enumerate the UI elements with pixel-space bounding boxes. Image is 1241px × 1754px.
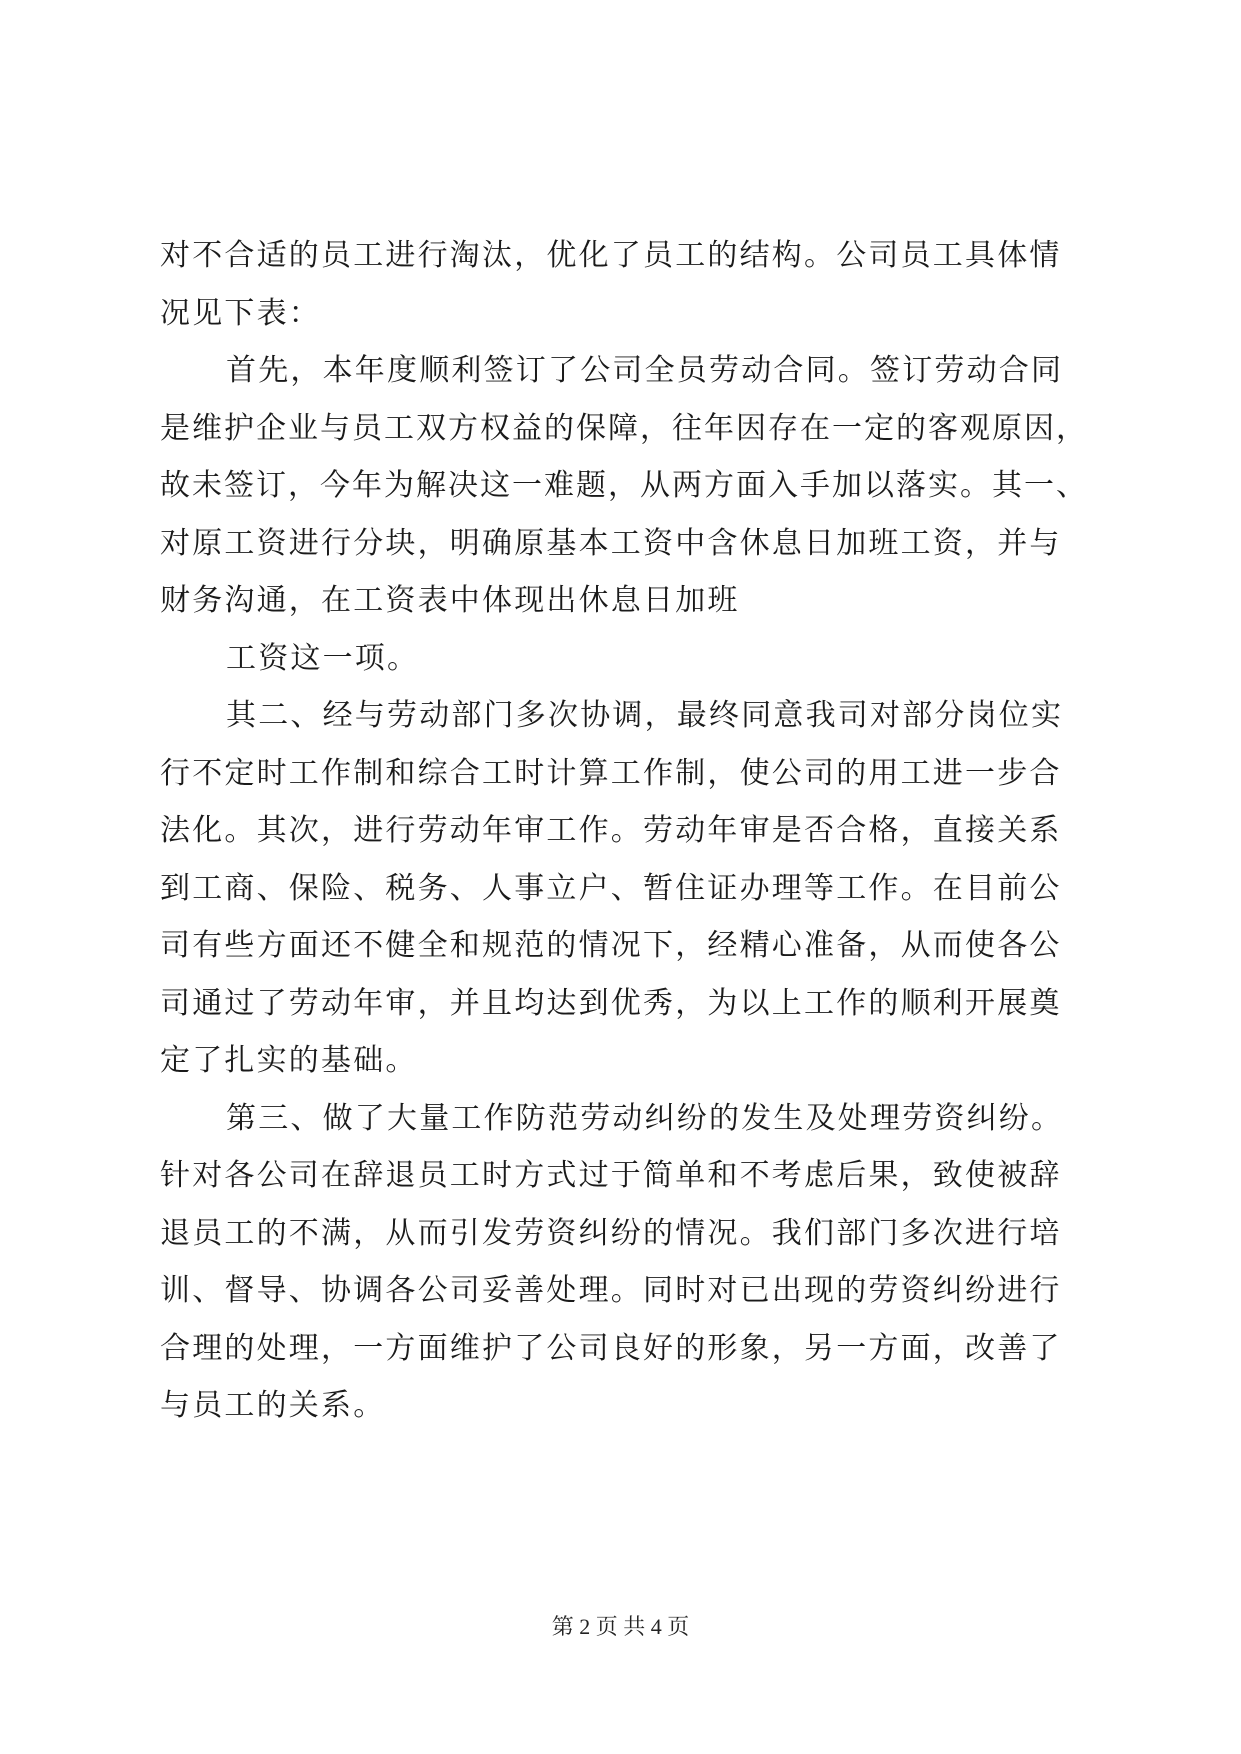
text-line: 第三、做了大量工作防范劳动纠纷的发生及处理劳资纠纷。 — [226, 1100, 1064, 1136]
text-line: 合理的处理，一方面维护了公司良好的形象，另一方面，改善了 — [160, 1330, 1062, 1366]
text-line: 行不定时工作制和综合工时计算工作制，使公司的用工进一步合 — [160, 755, 1062, 791]
text-line: 退员工的不满，从而引发劳资纠纷的情况。我们部门多次进行培 — [160, 1215, 1062, 1251]
text-line: 工资这一项。 — [226, 640, 420, 676]
text-line: 定了扎实的基础。 — [160, 1043, 418, 1078]
text-line: 司通过了劳动年审，并且均达到优秀，为以上工作的顺利开展奠 — [160, 985, 1062, 1021]
document-body — [160, 227, 1090, 1435]
text-line: 法化。其次，进行劳动年审工作。劳动年审是否合格，直接关系 — [160, 813, 1062, 848]
text-line: 与员工的关系。 — [160, 1388, 386, 1423]
text-line: 针对各公司在辞退员工时方式过于简单和不考虑后果，致使被辞 — [160, 1158, 1062, 1193]
text-line: 对原工资进行分块，明确原基本工资中含休息日加班工资，并与 — [160, 525, 1062, 561]
text-line: 训、督导、协调各公司妥善处理。同时对已出现的劳资纠纷进行 — [160, 1273, 1062, 1308]
text-line: 财务沟通，在工资表中体现出休息日加班 — [160, 583, 740, 618]
text-line: 其二、经与劳动部门多次协调，最终同意我司对部分岗位实 — [226, 698, 1064, 733]
text-line: 故未签订，今年为解决这一难题，从两方面入手加以落实。其一、 — [160, 468, 1088, 503]
text-line: 到工商、保险、税务、人事立户、暂住证办理等工作。在目前公 — [160, 870, 1062, 906]
text-line: 司有些方面还不健全和规范的情况下，经精心准备，从而使各公 — [160, 928, 1062, 963]
text-line: 对不合适的员工进行淘汰，优化了员工的结构。公司员工具体情 — [160, 238, 1062, 273]
text-line: 是维护企业与员工双方权益的保障，往年因存在一定的客观原因， — [160, 410, 1088, 446]
page-footer: 第 2 页 共 4 页 — [551, 1614, 690, 1639]
text-line: 况见下表： — [160, 295, 321, 331]
text-line: 首先，本年度顺利签订了公司全员劳动合同。签订劳动合同 — [226, 353, 1064, 388]
